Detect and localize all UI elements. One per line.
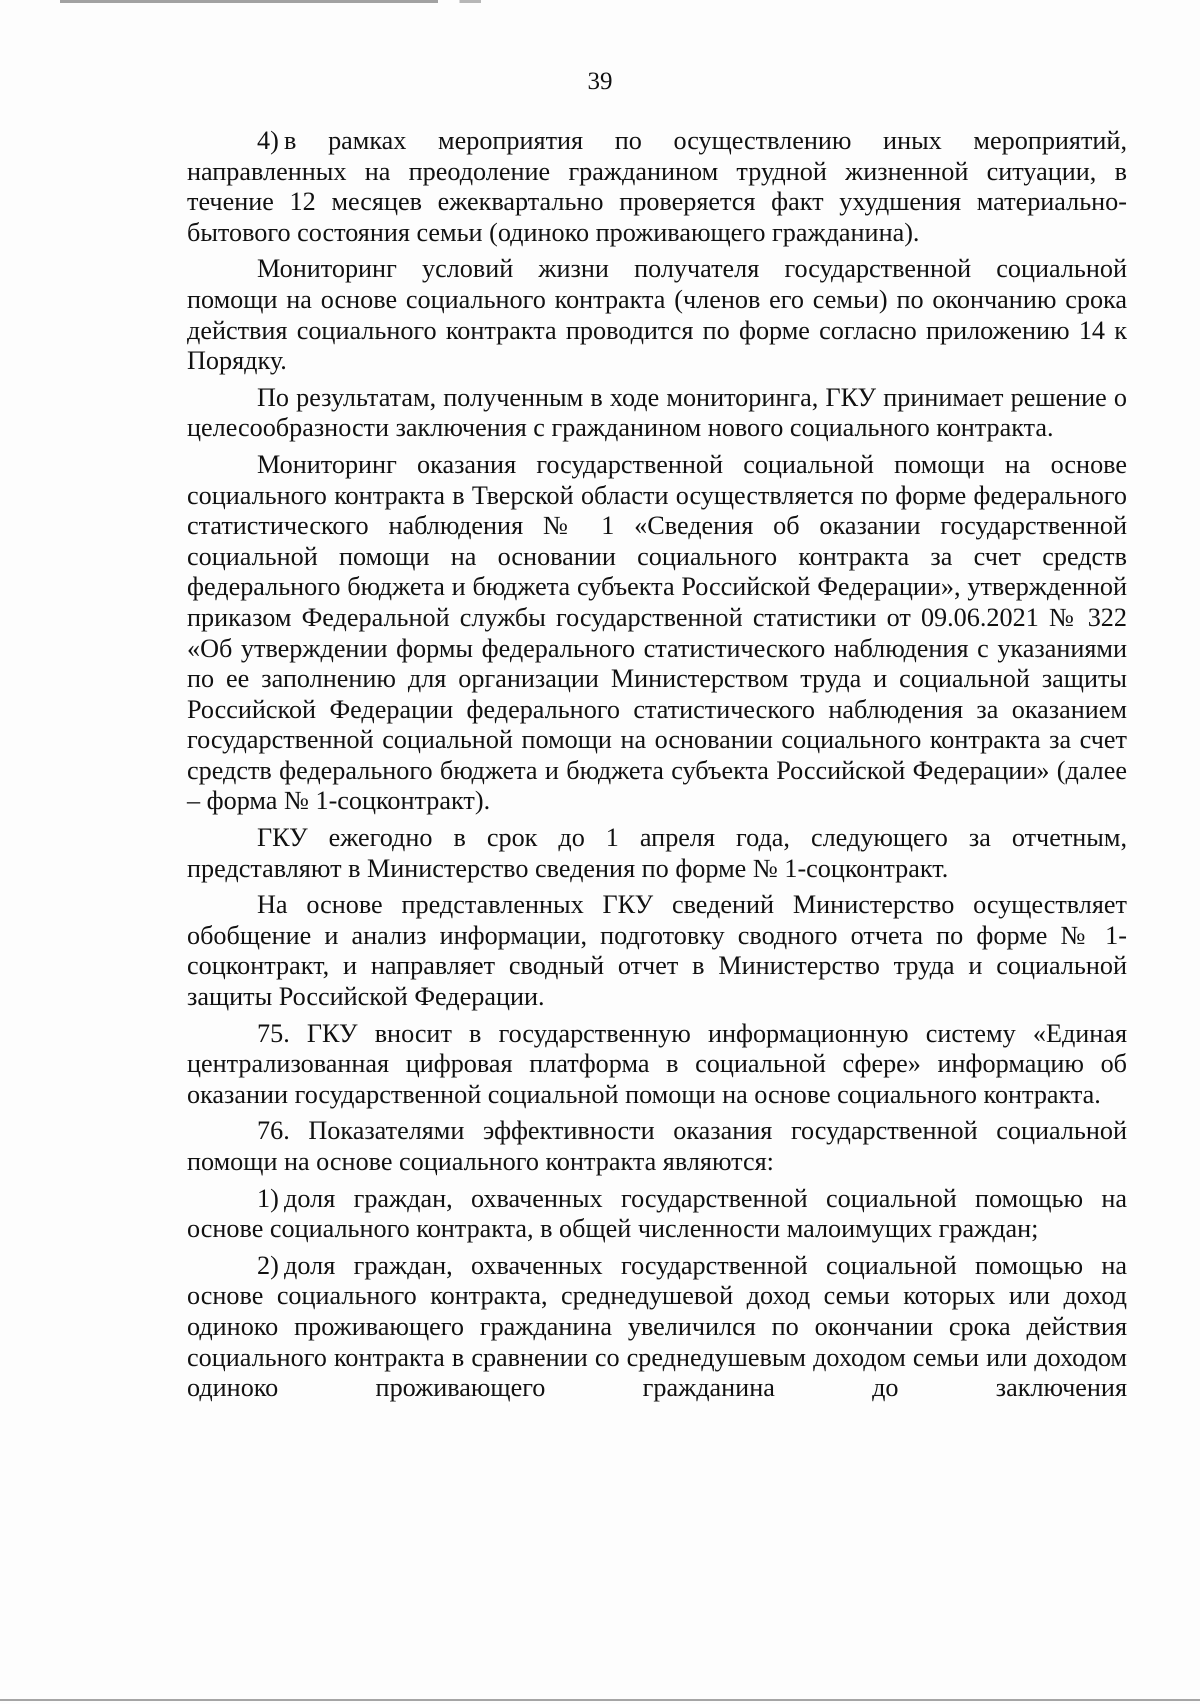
page-number: 39 (587, 68, 613, 95)
paragraph-summary-report: На основе представленных ГКУ сведений Министерство осуществляет обобщение и анализ информации, подготовку сводного отчета по форме № 1-соцконтракт, и направляет сводный отчет в Министерство труда и социальной защиты Российской Федерации. (187, 890, 1127, 1012)
paragraph-76: 76. Показателями эффективности оказания государственной социальной помощи на основе социального контракта являются: (187, 1116, 1127, 1176)
paragraph-monitoring-form: Мониторинг оказания государственной социальной помощи на основе социального контракта в Тверской области осуществляется по форме федерального статистического наблюдения № 1 «Сведения об оказании государственной социальной помощи на основании социального контракта за счет средств федерального бюджета и бюджета субъекта Российской Федерации», утвержденной приказом Федеральной службы государственной статистики от 09.06.2021 № 322 «Об утверждении формы федерального статистического наблюдения с указаниями по ее заполнению для организации Министерством труда и социальной защиты Российской Федерации федерального статистического наблюдения за оказанием государственной социальной помощи на основании социального контракта за счет средств федерального бюджета и бюджета субъекта Российской Федерации» (далее – форма № 1-соцконтракт). (187, 449, 1127, 816)
paragraph-annual-report: ГКУ ежегодно в срок до 1 апреля года, следующего за отчетным, представляют в Министерство сведения по форме № 1-соцконтракт. (187, 823, 1127, 883)
paragraph-indicator-2: 2) доля граждан, охваченных государственной социальной помощью на основе социального контракта, среднедушевой доход семьи которых или доход одиноко проживающего гражданина увеличился по окончании срока действия социального контракта в сравнении со среднедушевым доходом семьи или доходом одиноко проживающего гражданина до заключения (187, 1250, 1127, 1403)
paragraph-monitoring-results: По результатам, полученным в ходе мониторинга, ГКУ принимает решение о целесообразности заключения с гражданином нового социального контракта. (187, 382, 1127, 443)
paragraph-75: 75. ГКУ вносит в государственную информационную систему «Единая централизованная цифровая платформа в социальной сфере» информацию об оказании государственной социальной помощи на основе социального контракта. (187, 1018, 1127, 1109)
document-body (187, 126, 1127, 1404)
scan-artifact-bottom (0, 1699, 1200, 1701)
paragraph-item-4: 4) в рамках мероприятия по осуществлению иных мероприятий, направленных на преодоление гражданином трудной жизненной ситуации, в течение 12 месяцев ежеквартально проверяется факт ухудшения материально-бытового состояния семьи (одиноко проживающего гражданина). (187, 126, 1127, 247)
paragraph-indicator-1: 1) доля граждан, охваченных государственной социальной помощью на основе социального контракта, в общей численности малоимущих граждан; (187, 1183, 1127, 1244)
scan-artifact-top (60, 0, 600, 3)
paragraph-monitoring-conditions: Мониторинг условий жизни получателя государственной социальной помощи на основе социального контракта (членов его семьи) по окончанию срока действия социального контракта проводится по форме согласно приложению 14 к Порядку. (187, 254, 1127, 376)
